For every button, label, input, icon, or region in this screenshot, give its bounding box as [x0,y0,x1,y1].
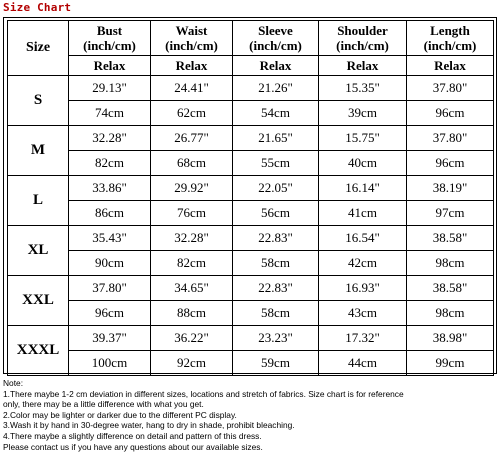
shoulder-cm-cell: 43cm [319,301,407,326]
column-unit: (inch/cm) [165,38,218,53]
bust-cm-cell: 96cm [69,301,151,326]
relax-label: Relax [151,56,233,76]
size-row-m-inch [8,126,494,151]
length-inch-cell: 38.98" [407,326,494,351]
note-line: 1.There maybe 1-2 cm deviation in different sizes, locations and stretch of fabrics. Size chart is for reference [3,388,404,399]
relax-label: Relax [319,56,407,76]
size-row-xl-cm [8,251,494,276]
shoulder-cm-cell: 44cm [319,351,407,376]
waist-inch-cell: 26.77" [151,126,233,151]
waist-cm-cell: 68cm [151,151,233,176]
size-row-xxxl-inch [8,326,494,351]
sleeve-cm-cell: 56cm [233,201,319,226]
waist-cm-cell: 82cm [151,251,233,276]
sleeve-cm-cell: 58cm [233,251,319,276]
shoulder-inch-cell: 16.14" [319,176,407,201]
length-inch-cell: 38.19" [407,176,494,201]
bust-inch-cell: 35.43" [69,226,151,251]
bust-inch-cell: 39.37" [69,326,151,351]
note-line: only, there may be a little difference with what you get. [3,399,204,410]
note-line: 2.Color may be lighter or darker due to the different PC display. [3,409,237,420]
sleeve-inch-cell: 21.26" [233,76,319,101]
length-inch-cell: 38.58" [407,226,494,251]
size-row-xxl-cm [8,301,494,326]
column-name: Sleeve [258,23,293,38]
length-cm-cell: 98cm [407,251,494,276]
column-header-bust [69,21,151,56]
size-chart-table [7,20,494,376]
sleeve-inch-cell: 22.83" [233,226,319,251]
size-label: S [8,76,69,126]
waist-cm-cell: 62cm [151,101,233,126]
shoulder-inch-cell: 17.32" [319,326,407,351]
column-name: Length [430,23,470,38]
length-inch-cell: 38.58" [407,276,494,301]
column-header-waist [151,21,233,56]
bust-cm-cell: 90cm [69,251,151,276]
sleeve-inch-cell: 22.83" [233,276,319,301]
waist-inch-cell: 29.92" [151,176,233,201]
column-unit: (inch/cm) [423,38,477,53]
sleeve-inch-cell: 23.23" [233,326,319,351]
sleeve-cm-cell: 58cm [233,301,319,326]
size-label: XXL [8,276,69,326]
size-chart-frame [3,17,497,374]
bust-cm-cell: 74cm [69,101,151,126]
shoulder-cm-cell: 39cm [319,101,407,126]
length-cm-cell: 98cm [407,301,494,326]
shoulder-cm-cell: 42cm [319,251,407,276]
bust-inch-cell: 32.28" [69,126,151,151]
length-cm-cell: 96cm [407,101,494,126]
notes-heading: Note: [3,378,24,388]
column-name: Shoulder [337,23,388,38]
size-row-l-cm [8,201,494,226]
bust-cm-cell: 82cm [69,151,151,176]
relax-label: Relax [407,56,494,76]
length-cm-cell: 99cm [407,351,494,376]
sleeve-cm-cell: 54cm [233,101,319,126]
column-unit: (inch/cm) [336,38,389,53]
size-row-l-inch [8,176,494,201]
sleeve-cm-cell: 59cm [233,351,319,376]
column-unit: (inch/cm) [83,38,136,53]
sleeve-cm-cell: 55cm [233,151,319,176]
bust-cm-cell: 86cm [69,201,151,226]
relax-label: Relax [69,56,151,76]
shoulder-inch-cell: 15.75" [319,126,407,151]
size-row-xl-inch [8,226,494,251]
column-unit: (inch/cm) [249,38,302,53]
size-chart-title: Size Chart [3,1,72,14]
size-row-s-inch [8,76,494,101]
shoulder-inch-cell: 15.35" [319,76,407,101]
sleeve-inch-cell: 22.05" [233,176,319,201]
note-line: 4.There maybe a slightly difference on detail and pattern of this dress. [3,430,262,441]
size-label: XXXL [8,326,69,376]
note-line: 3.Wash it by hand in 30-degree water, hang to dry in shade, prohibit bleaching. [3,420,295,431]
shoulder-cm-cell: 41cm [319,201,407,226]
column-header-shoulder [319,21,407,56]
bust-cm-cell: 100cm [69,351,151,376]
bust-inch-cell: 33.86" [69,176,151,201]
shoulder-cm-cell: 40cm [319,151,407,176]
length-inch-cell: 37.80" [407,76,494,101]
waist-inch-cell: 24.41" [151,76,233,101]
size-label: M [8,126,69,176]
waist-inch-cell: 34.65" [151,276,233,301]
size-header: Size [8,21,69,76]
sleeve-inch-cell: 21.65" [233,126,319,151]
column-name: Bust [96,23,123,38]
shoulder-inch-cell: 16.93" [319,276,407,301]
relax-label: Relax [233,56,319,76]
bust-inch-cell: 29.13" [69,76,151,101]
length-cm-cell: 96cm [407,151,494,176]
size-row-s-cm [8,101,494,126]
waist-cm-cell: 88cm [151,301,233,326]
length-cm-cell: 97cm [407,201,494,226]
size-label: XL [8,226,69,276]
waist-inch-cell: 32.28" [151,226,233,251]
size-label: L [8,176,69,226]
column-name: Waist [175,23,208,38]
size-row-xxl-inch [8,276,494,301]
size-row-xxxl-cm [8,351,494,376]
shoulder-inch-cell: 16.54" [319,226,407,251]
waist-cm-cell: 92cm [151,351,233,376]
column-header-sleeve [233,21,319,56]
bust-inch-cell: 37.80" [69,276,151,301]
size-row-m-cm [8,151,494,176]
length-inch-cell: 37.80" [407,126,494,151]
column-header-length [407,21,494,56]
size-notes [3,378,497,452]
waist-cm-cell: 76cm [151,201,233,226]
note-contact: Please contact us if you have any questions about our available sizes. [3,441,263,452]
waist-inch-cell: 36.22" [151,326,233,351]
